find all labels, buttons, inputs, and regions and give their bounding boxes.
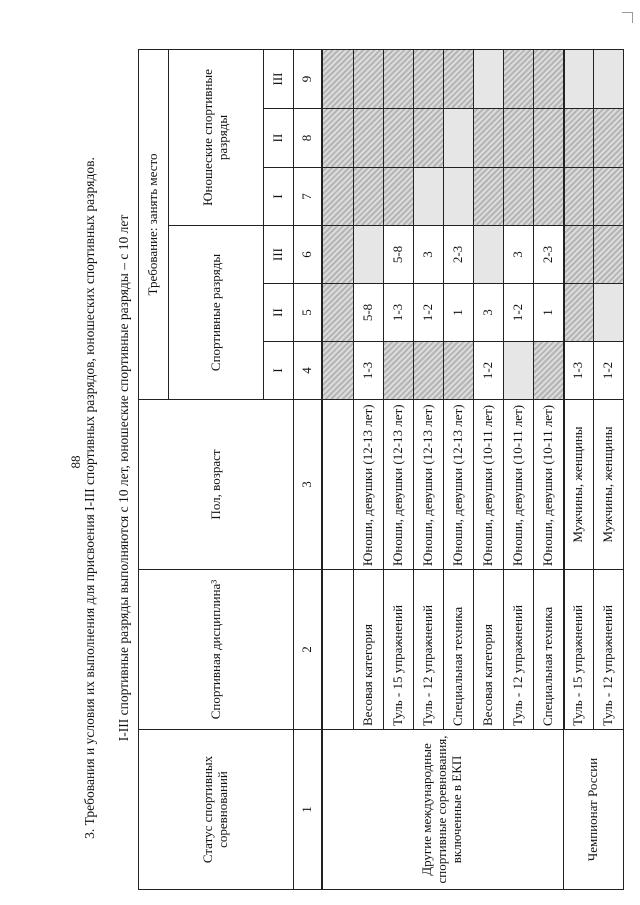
rank-cell: [322, 49, 354, 108]
column-number: 8: [294, 109, 322, 168]
rank-cell: [322, 226, 354, 284]
discipline-cell: Туль - 12 упражнений: [504, 570, 534, 730]
rank-i-cell: [444, 342, 474, 400]
gender-age-cell: Юноши, девушки (10-11 лет): [474, 400, 504, 570]
header-youth-ranks: Юношеские спортивные разряды: [169, 49, 264, 225]
rank-ii-cell: [564, 284, 594, 342]
rank-i-cell: 1-2: [594, 342, 624, 400]
gender-age-cell: Юноши, девушки (12-13 лет): [444, 400, 474, 570]
column-number: 1: [294, 730, 322, 890]
discipline-cell: Туль - 12 упражнений: [414, 570, 444, 730]
rank-cell: [322, 168, 354, 226]
youth-rank-cell: [414, 49, 444, 108]
header-sport-ranks: Спортивные разряды: [169, 226, 264, 400]
header-youth-rank-ii: II: [264, 109, 294, 168]
gender-age-cell: Юноши, девушки (12-13 лет): [414, 400, 444, 570]
rank-iii-cell: 3: [504, 226, 534, 284]
rank-i-cell: 1-3: [354, 342, 384, 400]
rank-cell: [322, 284, 354, 342]
page-corner-mark: [622, 12, 633, 23]
rank-ii-cell: 5-8: [354, 284, 384, 342]
gender-age-cell: Юноши, девушки (10-11 лет): [504, 400, 534, 570]
gender-age-cell: Юноши, девушки (12-13 лет): [354, 400, 384, 570]
youth-rank-cell: [474, 109, 504, 168]
gender-age-cell: Мужчины, женщины: [564, 400, 594, 570]
rank-iii-cell: [474, 226, 504, 284]
header-discipline: Спортивная дисциплина³: [139, 570, 294, 730]
discipline-cell: Туль - 12 упражнений: [594, 570, 624, 730]
rank-i-cell: [414, 342, 444, 400]
column-number: 3: [294, 400, 322, 570]
rank-ii-cell: [594, 284, 624, 342]
youth-rank-cell: [474, 49, 504, 108]
youth-rank-cell: [414, 168, 444, 226]
rank-cell: [322, 342, 354, 400]
youth-rank-cell: [594, 168, 624, 226]
rank-iii-cell: 2-3: [534, 226, 564, 284]
rank-i-cell: 1-2: [474, 342, 504, 400]
youth-rank-cell: [444, 109, 474, 168]
rank-iii-cell: 2-3: [444, 226, 474, 284]
youth-rank-cell: [504, 168, 534, 226]
header-rank-iii: III: [264, 226, 294, 284]
header-status: Статус спортивных соревнований: [139, 730, 294, 890]
discipline-cell: [322, 570, 354, 730]
youth-rank-cell: [384, 109, 414, 168]
column-number: 7: [294, 168, 322, 226]
rank-ii-cell: 3: [474, 284, 504, 342]
requirements-table: [138, 49, 624, 890]
rank-i-cell: 1-3: [564, 342, 594, 400]
rank-ii-cell: 1: [534, 284, 564, 342]
header-youth-rank-iii: III: [264, 49, 294, 108]
discipline-cell: Весовая категория: [354, 570, 384, 730]
youth-rank-cell: [414, 109, 444, 168]
youth-rank-cell: [504, 49, 534, 108]
column-number: 4: [294, 342, 322, 400]
youth-rank-cell: [564, 109, 594, 168]
rank-iii-cell: [594, 226, 624, 284]
rank-iii-cell: [564, 226, 594, 284]
youth-rank-cell: [534, 168, 564, 226]
youth-rank-cell: [474, 168, 504, 226]
header-youth-rank-i: I: [264, 168, 294, 226]
rank-i-cell: [384, 342, 414, 400]
discipline-cell: Туль - 15 упражнений: [384, 570, 414, 730]
youth-rank-cell: [354, 168, 384, 226]
column-number: 9: [294, 49, 322, 108]
rank-iii-cell: [354, 226, 384, 284]
gender-age-cell: Юноши, девушки (10-11 лет): [534, 400, 564, 570]
table-row: [322, 49, 354, 889]
header-rank-i: I: [264, 342, 294, 400]
rank-i-cell: [534, 342, 564, 400]
youth-rank-cell: [534, 109, 564, 168]
rank-cell: [322, 109, 354, 168]
column-number: 5: [294, 284, 322, 342]
rank-ii-cell: 1: [444, 284, 474, 342]
requirements-table-wrapper: [138, 50, 618, 890]
gender-age-cell: Юноши, девушки (12-13 лет): [384, 400, 414, 570]
rank-i-cell: [504, 342, 534, 400]
page-number: 88: [68, 455, 83, 469]
youth-rank-cell: [534, 49, 564, 108]
discipline-cell: Туль - 15 упражнений: [564, 570, 594, 730]
youth-rank-cell: [444, 168, 474, 226]
gender-age-cell: [322, 400, 354, 570]
rank-ii-cell: 1-3: [384, 284, 414, 342]
youth-rank-cell: [564, 168, 594, 226]
rank-iii-cell: 5-8: [384, 226, 414, 284]
gender-age-cell: Мужчины, женщины: [594, 400, 624, 570]
youth-rank-cell: [504, 109, 534, 168]
header-gender-age: Пол, возраст: [139, 400, 294, 570]
youth-rank-cell: [564, 49, 594, 108]
section-heading: 3. Требования и условия их выполнения для присвоения I-III спортивных разрядов, юношеских спортивных разрядов.: [82, 157, 97, 839]
youth-rank-cell: [594, 109, 624, 168]
youth-rank-cell: [384, 168, 414, 226]
youth-rank-cell: [594, 49, 624, 108]
youth-rank-cell: [354, 109, 384, 168]
youth-rank-cell: [444, 49, 474, 108]
discipline-cell: Специальная техника: [534, 570, 564, 730]
status-cell: Другие международные спортивные соревнования, включенные в ЕКП: [322, 730, 564, 890]
status-cell: Чемпионат России: [564, 730, 624, 890]
rank-iii-cell: 3: [414, 226, 444, 284]
table-title: I-III спортивные разряды выполняются с 10 лет, юношеские спортивные разряды – с 10 лет: [116, 214, 131, 742]
rank-ii-cell: 1-2: [414, 284, 444, 342]
column-number: 2: [294, 570, 322, 730]
header-requirement: Требование: занять место: [139, 49, 169, 399]
youth-rank-cell: [384, 49, 414, 108]
rank-ii-cell: 1-2: [504, 284, 534, 342]
table-row: [564, 49, 594, 889]
column-number: 6: [294, 226, 322, 284]
header-rank-ii: II: [264, 284, 294, 342]
discipline-cell: Весовая категория: [474, 570, 504, 730]
youth-rank-cell: [354, 49, 384, 108]
discipline-cell: Специальная техника: [444, 570, 474, 730]
